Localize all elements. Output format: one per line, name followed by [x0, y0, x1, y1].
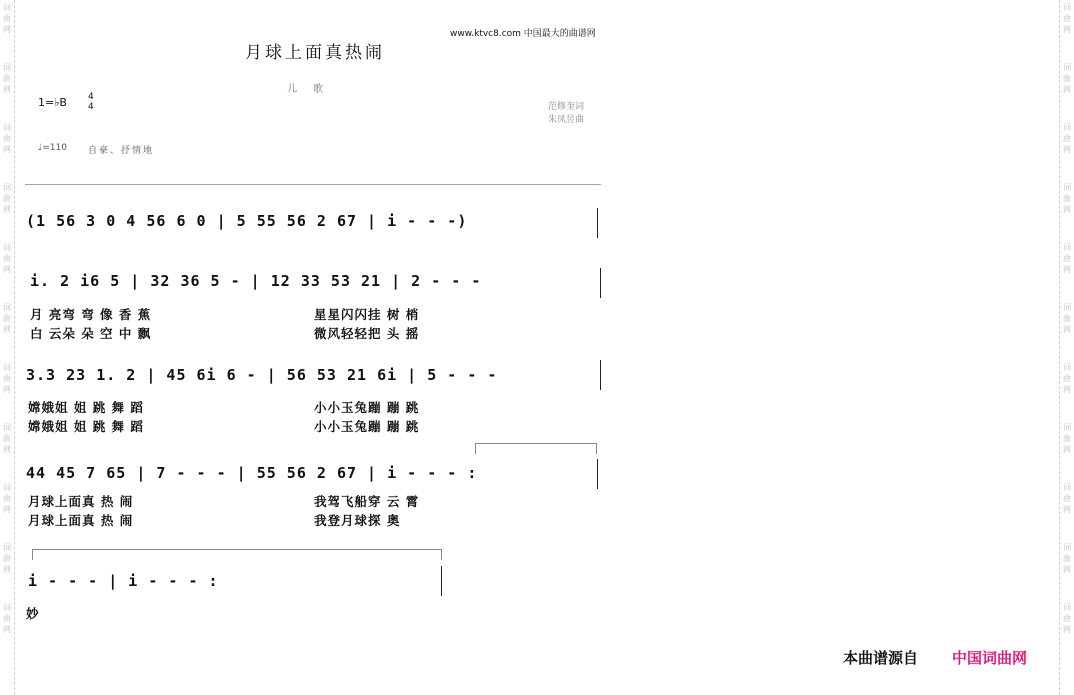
watermark: 词 曲 网	[1063, 243, 1071, 274]
watermark: 词 曲 网	[1063, 363, 1071, 394]
barline	[600, 360, 601, 390]
time-signature	[88, 92, 94, 112]
repeat-barline	[597, 459, 598, 489]
footer-source-label: 本曲谱源自	[843, 649, 919, 667]
lyric-row-4-verse-2: 月球上面真 热 闹	[28, 513, 134, 528]
watermark: 词 曲 网	[3, 63, 11, 94]
watermark: 词 曲 网	[1063, 183, 1071, 214]
right-watermark-strip	[1059, 0, 1074, 695]
credits	[548, 101, 584, 127]
watermark: 词 曲 网	[3, 603, 11, 634]
watermark: 词 曲 网	[1063, 63, 1071, 94]
watermark: 词 曲 网	[3, 123, 11, 154]
watermark: 词 曲 网	[3, 183, 11, 214]
volta-bracket	[32, 549, 442, 560]
lyric-row-3-verse-1b: 小小玉兔蹦 蹦 跳	[314, 400, 420, 415]
watermark: 词 曲 网	[3, 363, 11, 394]
barline	[600, 268, 601, 298]
left-watermark-strip	[0, 0, 15, 695]
watermark: 词 曲 网	[1063, 3, 1071, 34]
watermark: 词 曲 网	[3, 303, 11, 334]
expression-marking: 自豪、抒情地	[88, 146, 155, 156]
lyric-row-5: 妙	[26, 606, 40, 621]
lyric-row-4-verse-2b: 我登月球探 奥	[314, 513, 401, 528]
meter-bottom: 4	[88, 102, 94, 112]
tempo-marking: ♩=110	[38, 143, 67, 153]
watermark: 词 曲 网	[1063, 483, 1071, 514]
score-row-2: i. 2 i6 5 | 32 36 5 - | 12 33 53 21 | 2 - - -	[30, 272, 482, 290]
header-rule	[25, 184, 601, 185]
composer: 朱凤昱曲	[548, 115, 585, 125]
site-url: www.ktvc8.com 中国最大的曲谱网	[450, 29, 596, 39]
watermark: 词 曲 网	[3, 543, 11, 574]
watermark: 词 曲 网	[3, 243, 11, 274]
volta-bracket	[475, 443, 597, 454]
watermark: 词 曲 网	[3, 423, 11, 454]
watermark: 词 曲 网	[1063, 423, 1071, 454]
watermark: 词 曲 网	[1063, 123, 1071, 154]
lyric-row-2-verse-2b: 微风轻轻把 头 摇	[314, 326, 420, 341]
genre-label: 儿歌	[287, 84, 339, 95]
lyric-row-3-verse-2b: 小小玉兔蹦 蹦 跳	[314, 419, 420, 434]
lyric-row-4-verse-1b: 我驾飞船穿 云 霄	[314, 494, 420, 509]
score-row-5: i - - - | i - - - :	[28, 572, 219, 590]
lyric-row-2-verse-2: 白 云朵 朵 空 中 飘	[30, 326, 152, 341]
lyric-row-4-verse-1: 月球上面真 热 闹	[28, 494, 134, 509]
score-row-1: (1 56 3 0 4 56 6 0 | 5 55 56 2 67 | i - - -)	[26, 212, 468, 230]
repeat-barline	[441, 566, 442, 596]
barline	[597, 208, 598, 238]
score-row-4: 44 45 7 65 | 7 - - - | 55 56 2 67 | i - - - :	[26, 464, 478, 482]
watermark: 词 曲 网	[1063, 603, 1071, 634]
lyric-row-2-verse-1b: 星星闪闪挂 树 梢	[314, 307, 420, 322]
key-signature: 1=♭B	[38, 96, 67, 109]
lyricist: 范修奎词	[548, 102, 585, 112]
footer-source-site: 中国词曲网	[952, 649, 1028, 667]
score-row-3: 3.3 23 1. 2 | 45 6i 6 - | 56 53 21 6i | 5 - - -	[26, 366, 498, 384]
lyric-row-2-verse-1: 月 亮弯 弯 像 香 蕉	[30, 307, 152, 322]
watermark: 词 曲 网	[1063, 543, 1071, 574]
watermark: 词 曲 网	[3, 483, 11, 514]
watermark: 词 曲 网	[3, 3, 11, 34]
lyric-row-3-verse-1: 嫦娥姐 姐 跳 舞 蹈	[28, 400, 144, 415]
song-title: 月球上面真热闹	[245, 43, 385, 63]
watermark: 词 曲 网	[1063, 303, 1071, 334]
meter-top: 4	[88, 92, 94, 102]
lyric-row-3-verse-2: 嫦娥姐 姐 跳 舞 蹈	[28, 419, 144, 434]
